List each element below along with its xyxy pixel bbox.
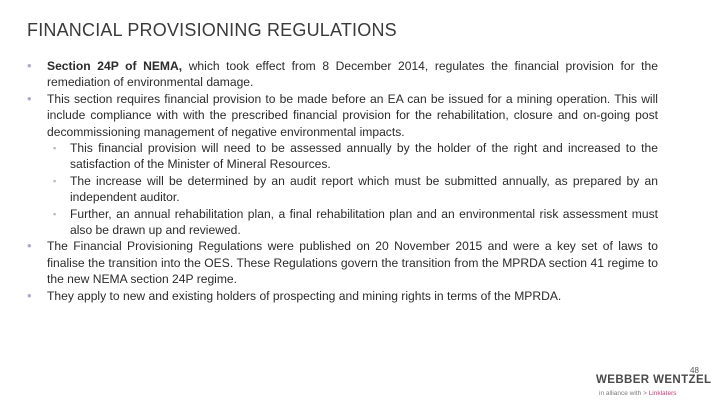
subbullet-icon: ▪: [53, 143, 57, 154]
bullet-item: [27, 288, 658, 304]
bullet-list: [27, 58, 658, 304]
bullet-item: [27, 238, 658, 287]
subbullet-text: This financial provision will need to be assessed annually by the holder of the right and increased to the satisfaction of the Minister of Mineral Resources.: [70, 141, 658, 172]
bullet-text: The Financial Provisioning Regulations were published on 20 November 2015 and were a key set of laws to finalise the transition into the OES. These Regulations govern the transition from the MPRDA section 41 regime to the new NEMA section 24P regime.: [47, 239, 658, 287]
subbullet-icon: ▪: [53, 208, 57, 219]
tagline-prefix: in alliance with >: [599, 390, 649, 397]
bullet-icon: •: [27, 58, 32, 73]
page-number: 48: [690, 366, 699, 375]
bullet-text: which took effect from 8 December 2014, regulates the financial provision for the remediation of environmental damage.: [47, 59, 658, 90]
partner-name: Linklaters: [648, 390, 677, 397]
company-logo: WEBBER WENTZEL: [596, 374, 712, 386]
bullet-text: They apply to new and existing holders of prospecting and mining rights in terms of the MPRDA.: [47, 288, 562, 303]
subbullet-item: [27, 206, 658, 239]
bullet-text: This section requires financial provision to be made before an EA can be issued for a mining operation. This will include compliance with with the prescribed financial provision for the rehabilitation, closure and on-going post decommissioning management of negative environmental impacts.: [47, 91, 658, 139]
logo-tagline: [599, 390, 677, 397]
bullet-item: [27, 58, 658, 91]
slide-title: FINANCIAL PROVISIONING REGULATIONS: [27, 20, 397, 40]
bullet-icon: •: [27, 238, 32, 254]
subbullet-text: Further, an annual rehabilitation plan, a final rehabilitation plan and an environmental risk assessment must also be drawn up and reviewed.: [70, 206, 658, 238]
subbullet-icon: ▪: [53, 175, 57, 186]
subbullet-text: The increase will be determined by an audit report which must be submitted annually, as prepared by an independent auditor.: [70, 173, 658, 205]
subbullet-item: [27, 140, 658, 173]
bullet-bold-text: Section 24P of NEMA,: [47, 59, 183, 73]
bullet-icon: •: [27, 287, 32, 303]
bullet-item: [27, 91, 658, 140]
bullet-icon: •: [27, 90, 32, 106]
subbullet-item: [27, 173, 658, 206]
